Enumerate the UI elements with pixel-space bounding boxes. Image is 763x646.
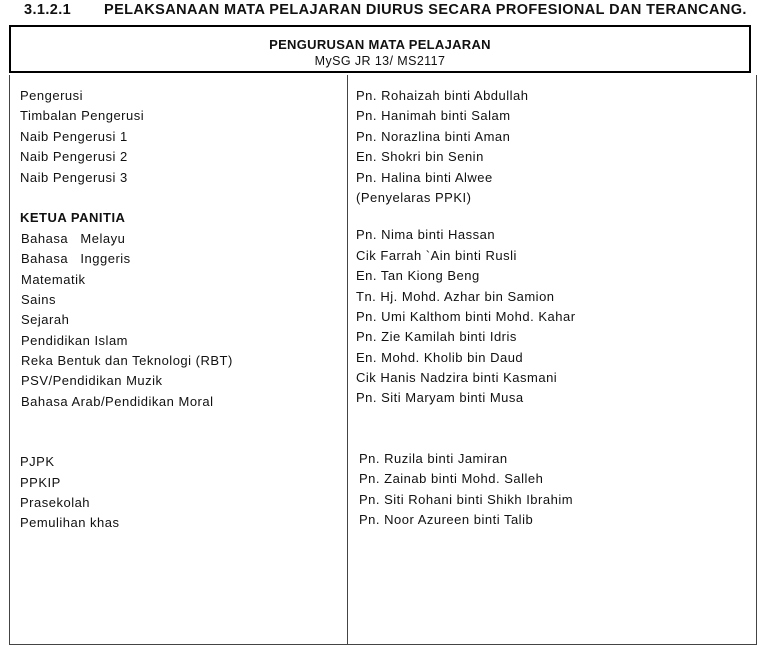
role-item: Pengerusi: [20, 88, 84, 103]
section-heading: [24, 2, 747, 18]
name-item: En. Shokri bin Senin: [356, 149, 484, 165]
role-item: Naib Pengerusi 1: [20, 128, 128, 144]
other-name-item: Pn. Ruzila binti Jamiran: [359, 450, 508, 466]
other-role-item: PPKIP: [20, 474, 61, 490]
table-title: PENGURUSAN MATA PELAJARAN: [269, 37, 491, 52]
names-column: [356, 86, 576, 530]
other-name-item: Pn. Siti Rohani binti Shikh Ibrahim: [359, 491, 574, 507]
name-item: Pn. Halina binti Alwee: [356, 169, 493, 185]
role-item: Timbalan Pengerusi: [20, 108, 145, 124]
section-title: PELAKSANAAN MATA PELAJARAN DIURUS SECARA PROFESIONAL DAN TERANCANG.: [104, 2, 747, 18]
role-item: Naib Pengerusi 3: [20, 169, 128, 185]
name-item: Pn. Rohaizah binti Abdullah: [356, 88, 529, 103]
role-item: Naib Pengerusi 2: [20, 149, 128, 165]
name-item: Pn. Norazlina binti Aman: [356, 128, 511, 144]
other-role-item: Pemulihan khas: [20, 515, 120, 531]
subject-item: Sains: [21, 291, 57, 307]
name-item: Pn. Hanimah binti Salam: [356, 108, 511, 124]
table-title-box: [9, 25, 751, 73]
subject-item: Pendidikan Islam: [21, 332, 128, 348]
name-item: Pn. Umi Kalthom binti Mohd. Kahar: [356, 308, 576, 324]
subject-item: PSV/Pendidikan Muzik: [21, 373, 163, 389]
other-role-item: PJPK: [20, 454, 55, 470]
subject-item: Bahasa Arab/Pendidikan Moral: [21, 393, 214, 409]
column-divider: [347, 75, 348, 644]
subject-item: Matematik: [21, 271, 86, 287]
name-item: Pn. Zie Kamilah binti Idris: [356, 329, 517, 345]
name-item: Cik Farrah `Ain binti Rusli: [356, 247, 517, 263]
name-item: Cik Hanis Nadzira binti Kasmani: [356, 370, 558, 386]
name-item: Tn. Hj. Mohd. Azhar bin Samion: [356, 288, 555, 304]
section-number: 3.1.2.1: [24, 2, 72, 18]
name-item: Pn. Nima binti Hassan: [356, 227, 496, 243]
management-table: [9, 75, 757, 645]
subject-item: Bahasa Melayu: [21, 230, 126, 246]
subject-item: Bahasa Inggeris: [21, 251, 131, 267]
other-name-item: Pn. Noor Azureen binti Talib: [359, 512, 534, 528]
other-role-item: Prasekolah: [20, 495, 91, 511]
ketua-panitia-header: KETUA PANITIA: [20, 210, 126, 226]
name-item: Pn. Siti Maryam binti Musa: [356, 390, 524, 406]
name-item: En. Mohd. Kholib bin Daud: [356, 349, 524, 365]
name-note: (Penyelaras PPKI): [356, 189, 472, 205]
name-item: En. Tan Kiong Beng: [356, 268, 480, 284]
roles-column: [20, 86, 233, 534]
other-name-item: Pn. Zainab binti Mohd. Salleh: [359, 471, 544, 487]
subject-item: Reka Bentuk dan Teknologi (RBT): [21, 353, 233, 369]
table-reference: MySG JR 13/ MS2117: [314, 54, 446, 68]
subject-item: Sejarah: [21, 312, 70, 328]
